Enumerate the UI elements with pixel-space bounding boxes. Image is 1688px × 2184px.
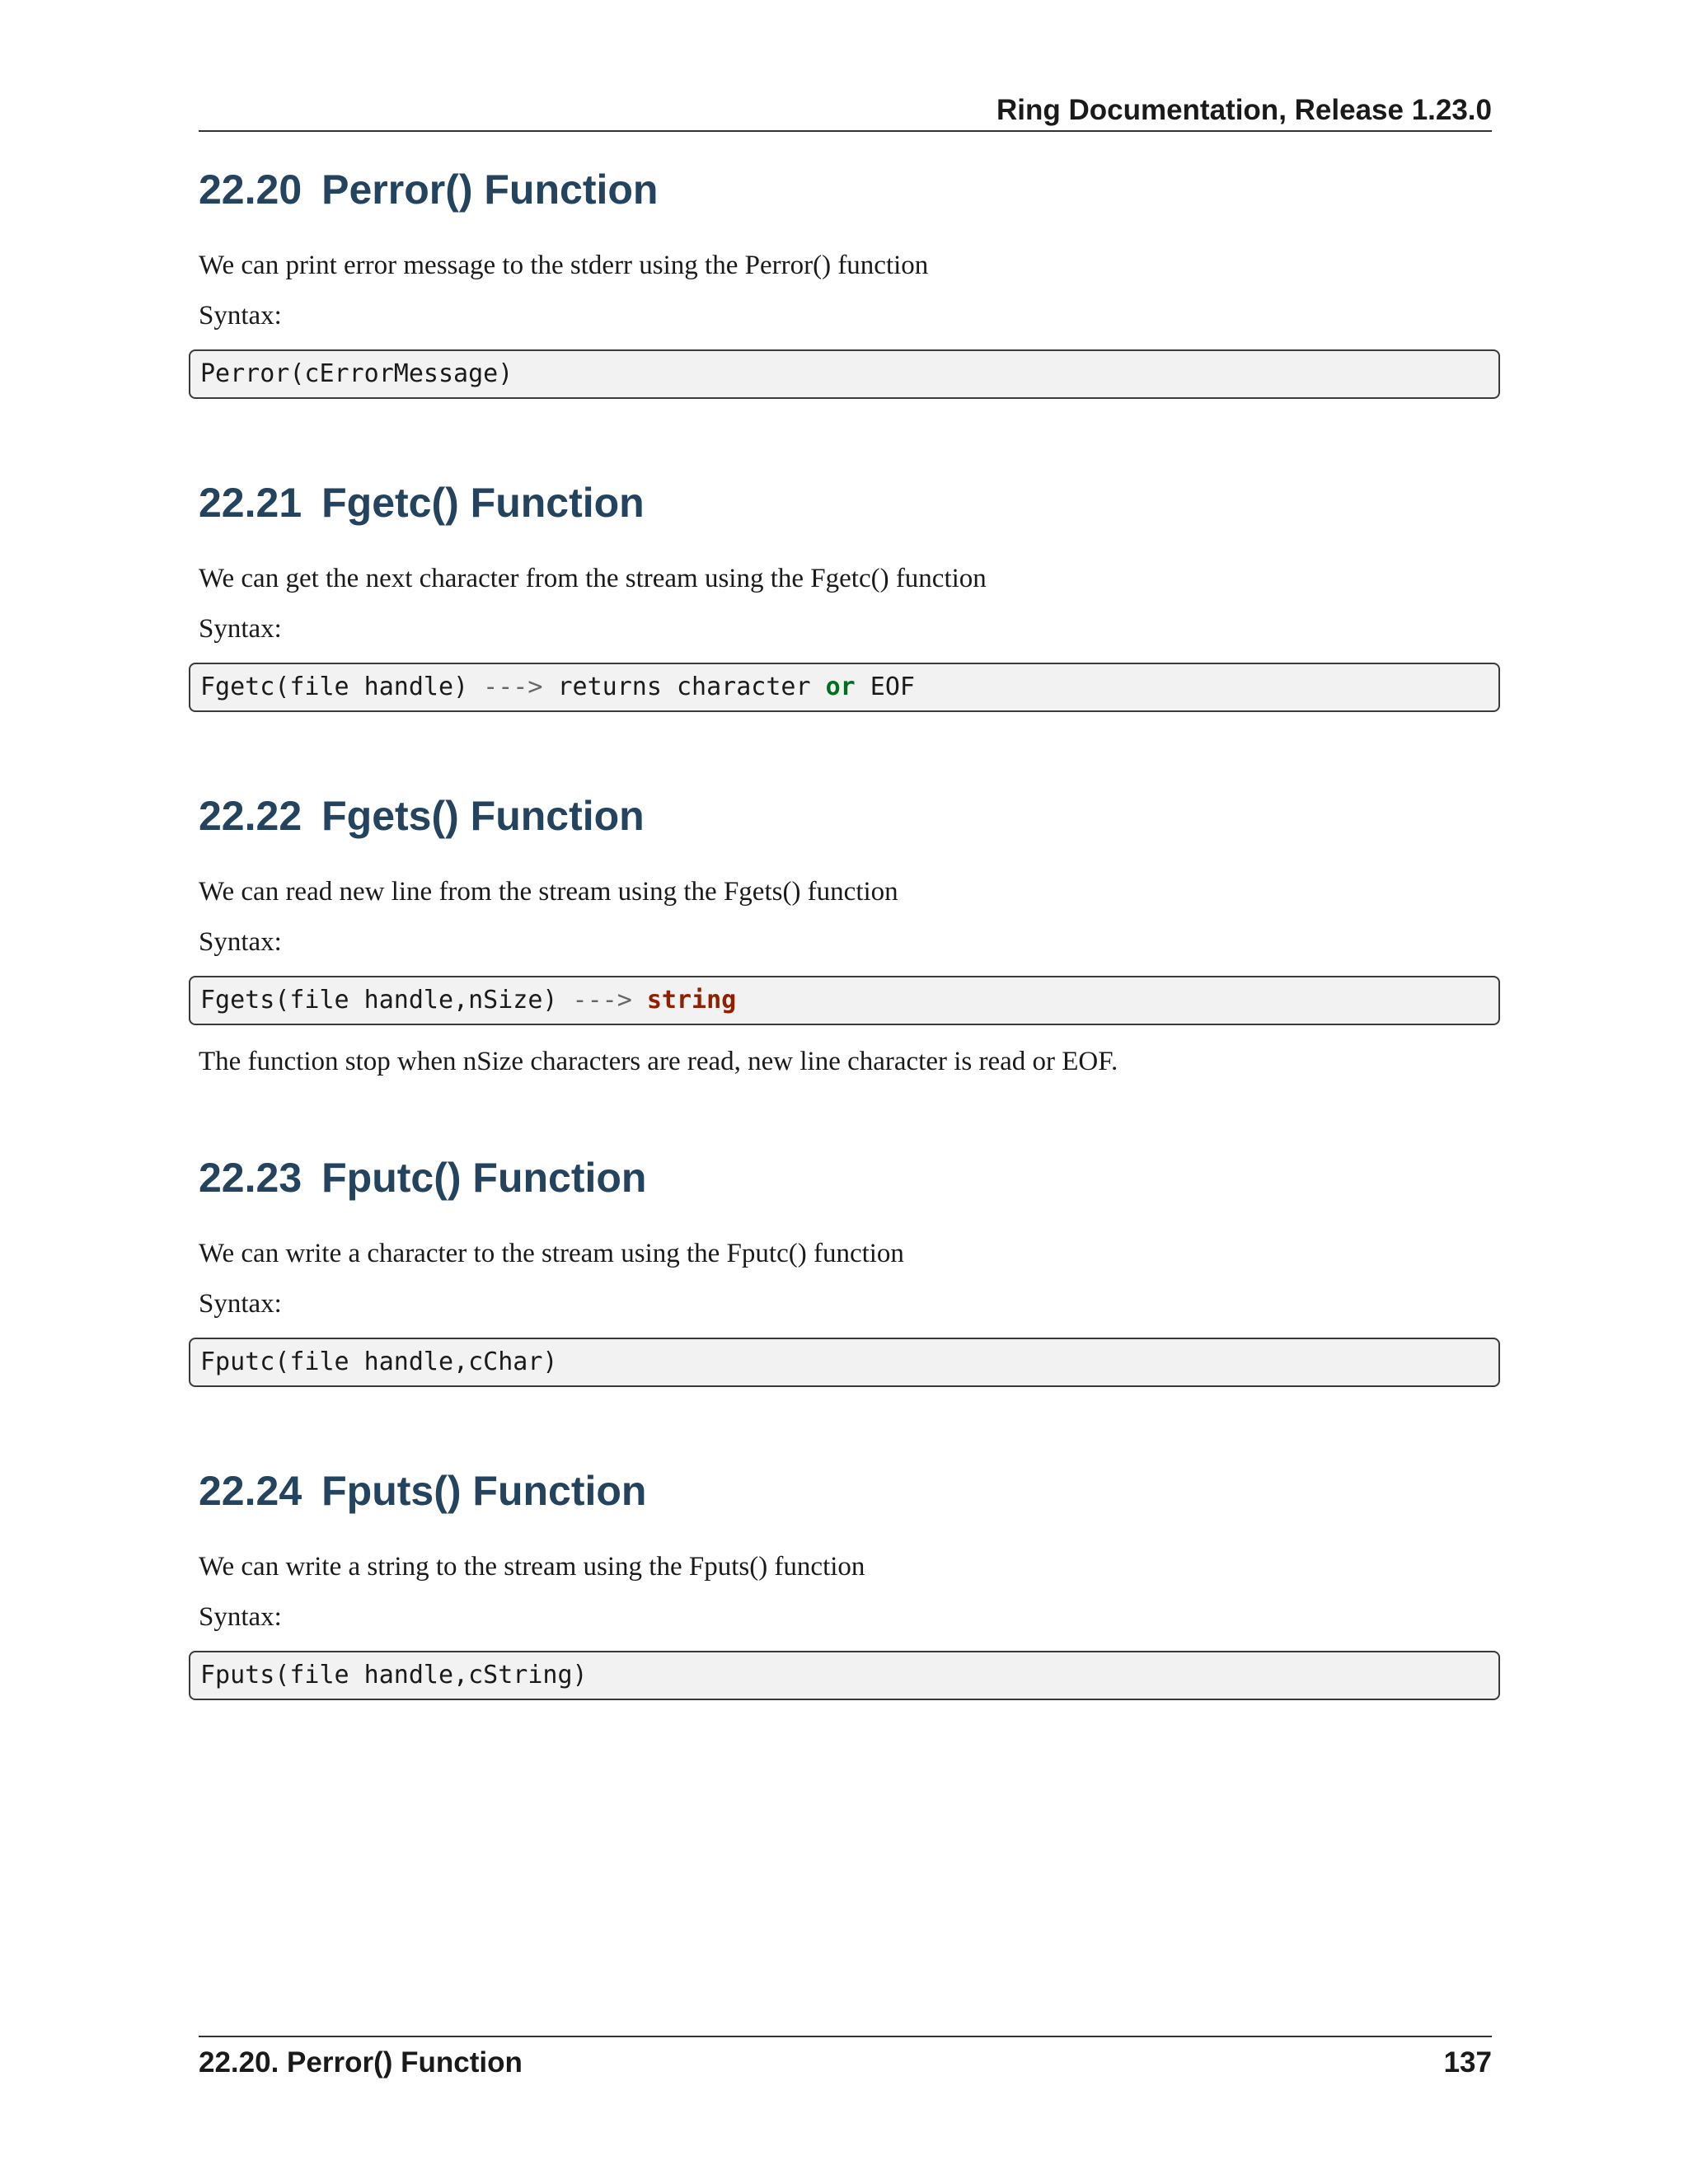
syntax-label: Syntax: (199, 1602, 282, 1632)
section-perror (199, 165, 1492, 399)
section-description: We can print error message to the stderr using the Perror() function (199, 251, 929, 280)
syntax-label: Syntax: (199, 927, 282, 957)
code-block (189, 1338, 1500, 1387)
code-block (189, 663, 1500, 712)
section-heading (199, 1466, 1492, 1521)
section-title: Fputc() Function (321, 1155, 647, 1201)
page-header (199, 91, 1492, 132)
section-number: 22.20 (199, 166, 302, 213)
code-operator: ---> (483, 673, 543, 701)
footer-section-title: 22.20. Perror() Function (199, 2046, 523, 2079)
section-fputs (199, 1466, 1492, 1700)
code-text: EOF (855, 673, 915, 701)
code-text: Fgetc(file handle) (200, 673, 484, 701)
section-heading (199, 791, 1492, 846)
syntax-label: Syntax: (199, 1289, 282, 1319)
section-fgets (199, 791, 1492, 1078)
section-title: Fputs() Function (321, 1468, 647, 1514)
code-block (189, 349, 1500, 399)
section-description: We can write a string to the stream using the Fputs() function (199, 1552, 865, 1582)
section-title: Perror() Function (321, 166, 659, 213)
section-fputc (199, 1153, 1492, 1387)
code-keyword: or (825, 673, 856, 701)
header-title: Ring Documentation, Release 1.23.0 (996, 94, 1492, 126)
syntax-label: Syntax: (199, 614, 282, 644)
code-text: Fputc(file handle,cChar) (200, 1347, 558, 1376)
code-operator: ---> (572, 986, 632, 1015)
section-note: The function stop when nSize characters are read, new line character is read or EOF. (199, 1047, 1118, 1076)
section-number: 22.22 (199, 793, 302, 839)
syntax-label: Syntax: (199, 301, 282, 330)
code-text: returns character (542, 673, 826, 701)
section-heading (199, 478, 1492, 532)
section-description: We can read new line from the stream using the Fgets() function (199, 877, 898, 907)
page-content (199, 165, 1492, 1700)
page-number: 137 (1443, 2046, 1492, 2079)
code-type: string (646, 986, 737, 1015)
code-text: Fputs(file handle,cString) (200, 1661, 588, 1690)
section-heading (199, 165, 1492, 219)
code-block (189, 976, 1500, 1025)
page-footer (199, 2036, 1492, 2082)
code-text (632, 986, 647, 1015)
section-title: Fgets() Function (321, 793, 645, 839)
code-block (189, 1651, 1500, 1700)
section-title: Fgetc() Function (321, 480, 645, 526)
section-number: 22.24 (199, 1468, 302, 1514)
section-description: We can get the next character from the stream using the Fgetc() function (199, 564, 987, 593)
section-heading (199, 1153, 1492, 1207)
code-text: Fgets(file handle,nSize) (200, 986, 573, 1015)
code-text: Perror(cErrorMessage) (200, 359, 513, 388)
section-fgetc (199, 478, 1492, 712)
section-number: 22.23 (199, 1155, 302, 1201)
section-description: We can write a character to the stream using the Fputc() function (199, 1239, 904, 1268)
section-number: 22.21 (199, 480, 302, 526)
